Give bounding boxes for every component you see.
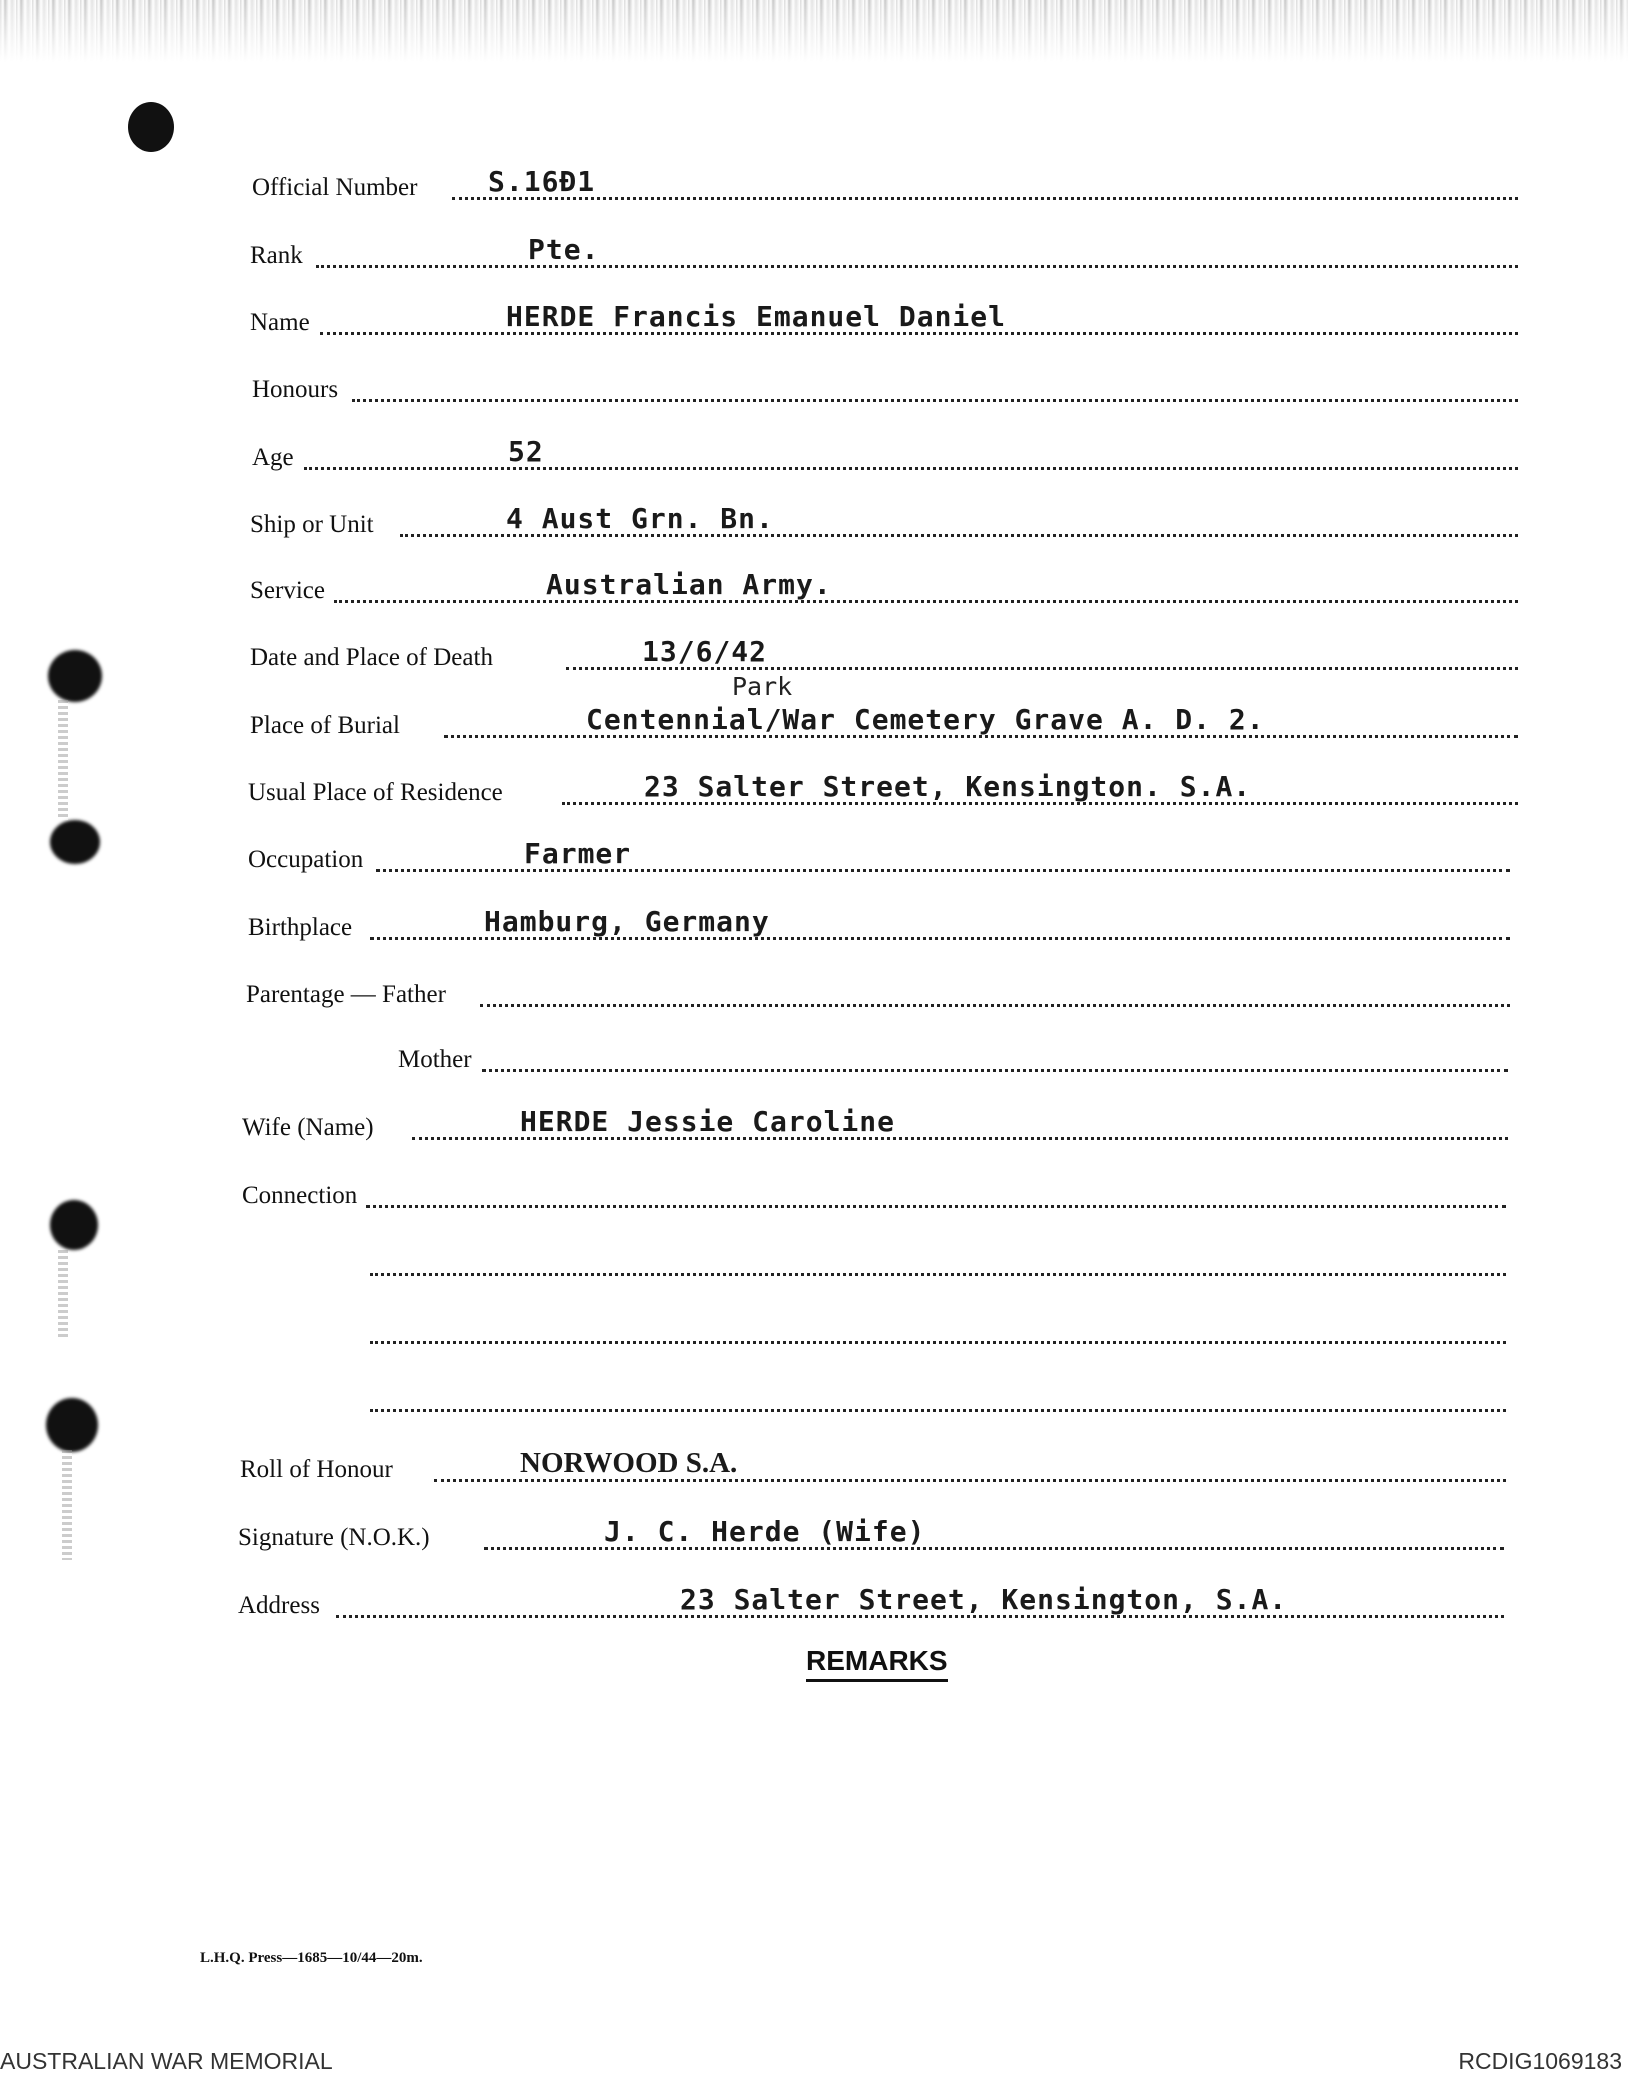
- field-label: Usual Place of Residence: [248, 779, 503, 806]
- dotted-line: [366, 1205, 1506, 1208]
- field-value: NORWOOD S.A.: [520, 1447, 738, 1479]
- field-label: Occupation: [248, 846, 364, 873]
- field-ship-or-unit: [0, 502, 1628, 545]
- field-value: Pte.: [528, 233, 600, 266]
- field-father: [0, 975, 1628, 1015]
- field-wife: [0, 1105, 1628, 1148]
- field-signature: [0, 1515, 1628, 1558]
- field-value: Farmer: [524, 837, 632, 870]
- field-label: Mother: [398, 1046, 472, 1073]
- field-place-of-burial: [0, 703, 1628, 746]
- burial-annotation: Park: [732, 672, 793, 701]
- field-value: S.16Ð1: [488, 165, 596, 198]
- field-value: Australian Army.: [546, 568, 832, 601]
- field-mother: [0, 1040, 1628, 1080]
- dotted-line: [370, 1273, 1506, 1276]
- dotted-line: [370, 1409, 1506, 1412]
- field-birthplace: [0, 905, 1628, 948]
- field-value: HERDE Jessie Caroline: [520, 1105, 896, 1138]
- field-name: [0, 300, 1628, 343]
- field-official-number: [0, 165, 1628, 208]
- field-label: Date and Place of Death: [250, 644, 493, 671]
- connection-continuation: [0, 1312, 1628, 1352]
- field-label: Ship or Unit: [250, 511, 374, 538]
- field-age: [0, 435, 1628, 478]
- punch-hole: [128, 102, 174, 152]
- field-label: Rank: [250, 242, 303, 269]
- field-honours: [0, 370, 1628, 410]
- field-connection: [0, 1176, 1628, 1216]
- field-service: [0, 568, 1628, 611]
- field-value: Centennial/War Cemetery Grave A. D. 2.: [586, 703, 1265, 736]
- field-rank: [0, 233, 1628, 276]
- field-label: Connection: [242, 1182, 358, 1209]
- dotted-line: [482, 1069, 1508, 1072]
- footer-record-id: RCDIG1069183: [1458, 2048, 1622, 2074]
- dotted-line: [304, 467, 1518, 470]
- field-value: 52: [508, 435, 544, 468]
- field-date-place-of-death: [0, 635, 1628, 678]
- dotted-line: [334, 600, 1518, 603]
- dotted-line: [316, 265, 1518, 268]
- connection-continuation: [0, 1380, 1628, 1420]
- field-value: Hamburg, Germany: [484, 905, 770, 938]
- press-mark: L.H.Q. Press—1685—10/44—20m.: [200, 1950, 423, 1966]
- field-roll-of-honour: [0, 1447, 1628, 1490]
- dotted-line: [452, 197, 1518, 200]
- field-value: 13/6/42: [642, 635, 768, 668]
- footer-archive-name: AUSTRALIAN WAR MEMORIAL: [0, 2048, 333, 2074]
- dotted-line: [370, 1341, 1506, 1344]
- field-label: Signature (N.O.K.): [238, 1524, 430, 1551]
- field-occupation: [0, 837, 1628, 880]
- field-label: Parentage — Father: [246, 981, 446, 1008]
- connection-continuation: [0, 1244, 1628, 1284]
- scan-edge-fade: [0, 0, 1628, 62]
- remarks-heading: REMARKS: [806, 1645, 948, 1682]
- field-label: Roll of Honour: [240, 1456, 393, 1483]
- field-label: Official Number: [252, 174, 418, 201]
- field-value: 23 Salter Street, Kensington, S.A.: [680, 1583, 1288, 1616]
- field-label: Address: [238, 1592, 320, 1619]
- field-usual-residence: [0, 770, 1628, 813]
- dotted-line: [480, 1004, 1510, 1007]
- dotted-line: [352, 399, 1518, 402]
- field-value: HERDE Francis Emanuel Daniel: [506, 300, 1007, 333]
- field-label: Wife (Name): [242, 1114, 374, 1141]
- field-label: Age: [252, 444, 294, 471]
- field-label: Name: [250, 309, 310, 336]
- field-value: 23 Salter Street, Kensington. S.A.: [644, 770, 1252, 803]
- field-label: Place of Burial: [250, 712, 400, 739]
- field-label: Birthplace: [248, 914, 353, 941]
- field-label: Service: [250, 577, 325, 604]
- field-value: J. C. Herde (Wife): [604, 1515, 926, 1548]
- field-address: [0, 1583, 1628, 1626]
- field-label: Honours: [252, 376, 339, 403]
- field-value: 4 Aust Grn. Bn.: [506, 502, 774, 535]
